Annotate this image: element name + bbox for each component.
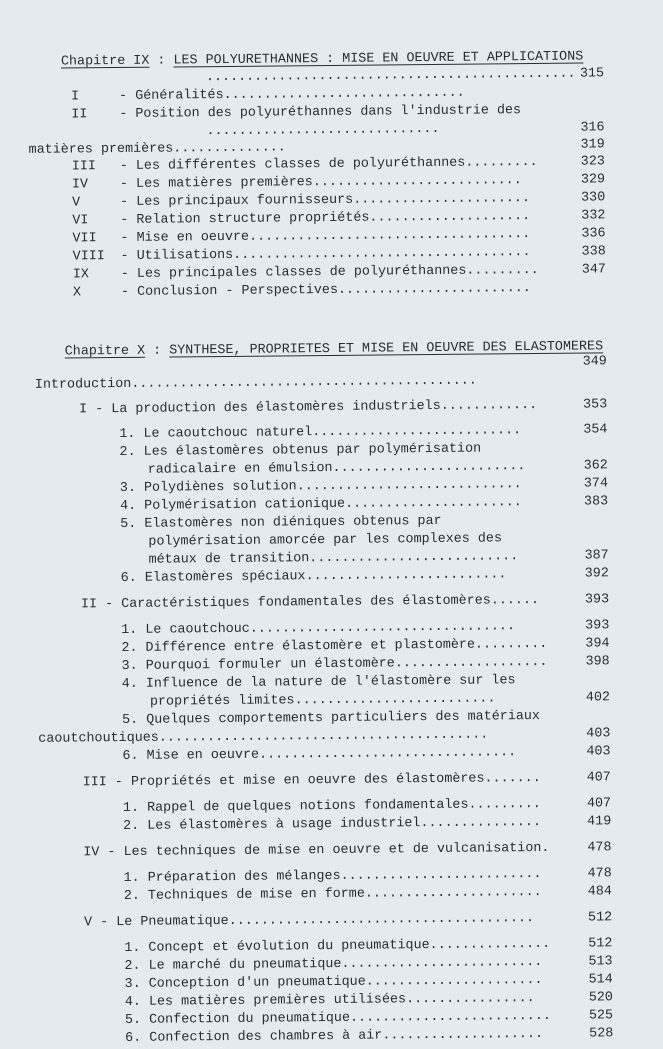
roman-numeral: VI bbox=[72, 212, 120, 230]
roman-numeral: IV bbox=[72, 176, 120, 194]
page-number: 316 bbox=[580, 119, 620, 137]
page-number: 513 bbox=[588, 953, 628, 971]
toc-item: 3. Polydiènes solution............................ bbox=[120, 476, 522, 498]
toc-leader: ......... bbox=[466, 263, 538, 279]
chapter-x-header bbox=[32, 320, 603, 379]
toc-item: 5. Quelques comportements particuliers des matériaux bbox=[122, 708, 540, 730]
entry-text: - Position des polyuréthannes dans l'industrie des bbox=[119, 103, 521, 122]
section-heading: V - Le Pneumatique...................................... bbox=[84, 910, 534, 932]
page-number: 336 bbox=[581, 225, 621, 243]
toc-item: 3. Pourquoi formuler un élastomère................... bbox=[122, 654, 548, 676]
page-number: 387 bbox=[584, 547, 624, 565]
toc-item: radicalaire en émulsion........................ bbox=[148, 458, 526, 480]
page-number: 528 bbox=[589, 1025, 629, 1043]
entry-text: Introduction bbox=[35, 377, 132, 393]
page-number: 374 bbox=[584, 475, 624, 493]
chapter-x-separator: : bbox=[145, 344, 169, 359]
toc-item: 1. Concept et évolution du pneumatique............... bbox=[124, 936, 550, 958]
toc-leader: .............. bbox=[173, 140, 286, 156]
roman-numeral: VIII bbox=[73, 248, 121, 266]
page-number: 332 bbox=[581, 207, 621, 225]
toc-item: 4. Influence de la nature de l'élastomère sur les bbox=[122, 672, 516, 694]
page-number: 407 bbox=[587, 769, 627, 787]
page-number: 514 bbox=[589, 971, 629, 989]
page-number: 478 bbox=[587, 839, 627, 857]
toc-entry bbox=[73, 280, 531, 302]
toc-item: polymérisation amorcée par les complexes des bbox=[148, 530, 502, 551]
toc-leader: ....... bbox=[484, 771, 540, 787]
toc-leader: .............................................. bbox=[206, 66, 576, 88]
roman-numeral: X bbox=[73, 284, 121, 302]
page-number: 353 bbox=[583, 396, 623, 414]
page-number: 403 bbox=[586, 743, 626, 761]
entry-text: - Les différentes classes de polyuréthannes bbox=[120, 156, 466, 174]
toc-leader: .................... bbox=[369, 209, 530, 226]
page-number: 315 bbox=[580, 65, 620, 83]
page-number: 520 bbox=[589, 989, 629, 1007]
toc-item: 2. Les élastomères obtenus par polymérisation bbox=[119, 441, 481, 462]
entry-text: matières premières bbox=[29, 141, 174, 157]
section-heading: II - Caractéristiques fondamentales des élastomères...... bbox=[81, 592, 539, 614]
page-number: 512 bbox=[588, 935, 628, 953]
toc-item: 1. Le caoutchouc naturel.......................... bbox=[119, 422, 521, 444]
page-number: 393 bbox=[585, 591, 625, 609]
toc-leader: ...................... bbox=[353, 191, 530, 208]
section-heading: I - La production des élastomères industriels............ bbox=[79, 397, 537, 419]
toc-item: 1. Le caoutchouc................................. bbox=[121, 618, 515, 640]
page-number: 478 bbox=[588, 865, 628, 883]
page-number: 484 bbox=[588, 883, 628, 901]
toc-item: métaux de transition.......................... bbox=[148, 548, 518, 570]
chapter-x-title: SYNTHESE, PROPRIETES ET MISE EN OEUVRE DES ELASTOMERES bbox=[169, 339, 603, 358]
toc-leader: ........................ bbox=[338, 281, 531, 298]
entry-text: - Mise en oeuvre bbox=[120, 230, 249, 246]
roman-numeral: III bbox=[72, 158, 120, 176]
toc-leader: .......................... bbox=[313, 173, 522, 190]
section-heading: III - Propriétés et mise en oeuvre des élastomères....... bbox=[83, 770, 541, 792]
toc-item: 1. Rappel de quelques notions fondamentales......... bbox=[123, 796, 541, 818]
toc-item: 4. Les matières premières utilisées................ bbox=[125, 990, 535, 1012]
page-number: 329 bbox=[581, 171, 621, 189]
toc-leader: ...................................... bbox=[229, 911, 534, 929]
roman-numeral: VII bbox=[72, 230, 120, 248]
page-number: 349 bbox=[583, 353, 623, 371]
toc-leader: ............ bbox=[441, 398, 538, 414]
entry-text: - Utilisations bbox=[121, 248, 234, 264]
page-number: 394 bbox=[585, 635, 625, 653]
roman-numeral: I bbox=[71, 88, 119, 106]
toc-item: 2. Le marché du pneumatique......................... bbox=[124, 954, 542, 976]
toc-item: 1. Préparation des mélanges......................... bbox=[124, 866, 542, 888]
page-number: 402 bbox=[586, 689, 626, 707]
toc-item: 2. Les élastomères à usage industriel............... bbox=[123, 814, 541, 836]
chapter-ix-title: LES POLYURETHANNES : MISE EN OEUVRE ET APPLICATIONS bbox=[173, 50, 583, 69]
toc-leader: ..................................... bbox=[233, 245, 530, 263]
toc-item: 5. Elastomères non diéniques obtenus par bbox=[120, 513, 442, 534]
entry-text: - Les principales classes de polyuréthannes bbox=[121, 264, 467, 282]
page-number: 383 bbox=[584, 493, 624, 511]
page-number: 398 bbox=[585, 653, 625, 671]
chapter-ix-separator: : bbox=[149, 53, 173, 68]
toc-leader: .............................. bbox=[224, 86, 465, 103]
toc-item: 5. Confection du pneumatique......................... bbox=[125, 1008, 551, 1030]
page-number: 347 bbox=[582, 261, 622, 279]
toc-entry-introduction bbox=[35, 373, 477, 395]
entry-text: - Généralités bbox=[119, 88, 224, 104]
page-number: 525 bbox=[589, 1007, 629, 1025]
chapter-x-label: Chapitre X bbox=[65, 344, 145, 360]
page-number: 354 bbox=[583, 421, 623, 439]
toc-item: 2. Techniques de mise en forme...................... bbox=[124, 884, 542, 906]
page-number: 362 bbox=[584, 457, 624, 475]
page-number: 419 bbox=[587, 813, 627, 831]
roman-numeral: IX bbox=[73, 266, 121, 284]
roman-numeral: V bbox=[72, 194, 120, 212]
toc-leader: ................................... bbox=[249, 227, 530, 245]
page-number: 319 bbox=[581, 136, 621, 154]
toc-item: 2. Différence entre élastomère et plastomère......... bbox=[121, 636, 547, 658]
roman-numeral: II bbox=[71, 106, 119, 124]
toc-item: 6. Confection des chambres à air.................... bbox=[125, 1026, 543, 1048]
toc-item: 3. Conception d'un pneumatique...................... bbox=[125, 972, 543, 994]
page-number: 403 bbox=[586, 725, 626, 743]
toc-leader: ...... bbox=[491, 593, 539, 608]
toc-leader: ......... bbox=[465, 155, 537, 171]
toc-leader: ........................................... bbox=[131, 374, 477, 392]
toc-item: propriétés limites......................... bbox=[150, 690, 496, 711]
toc-entry bbox=[71, 102, 521, 124]
page-number: 393 bbox=[585, 617, 625, 635]
section-heading: IV - Les techniques de mise en oeuvre et de vulcanisation. bbox=[83, 840, 549, 862]
toc-leader: ............................. bbox=[206, 121, 439, 141]
entry-text: - Les matières premières bbox=[120, 175, 313, 192]
page-number: 392 bbox=[585, 565, 625, 583]
toc-item: 4. Polymérisation cationique...................... bbox=[120, 494, 522, 516]
page-number: 338 bbox=[582, 243, 622, 261]
toc-item: 6. Elastomères spéciaux......................... bbox=[121, 566, 507, 588]
toc-item: caoutchoutiques......................................... bbox=[38, 726, 488, 748]
page-number: 323 bbox=[581, 153, 621, 171]
entry-text: - Relation structure propriétés bbox=[120, 211, 369, 228]
page-number: 512 bbox=[588, 909, 628, 927]
page-number: 407 bbox=[587, 795, 627, 813]
page-number: 330 bbox=[581, 189, 621, 207]
entry-text: - Les principaux fournisseurs bbox=[120, 193, 353, 210]
chapter-ix-label: Chapitre IX bbox=[61, 54, 150, 70]
toc-item: 6. Mise en oeuvre................................ bbox=[122, 744, 516, 766]
entry-text: - Conclusion - Perspectives bbox=[121, 283, 338, 300]
